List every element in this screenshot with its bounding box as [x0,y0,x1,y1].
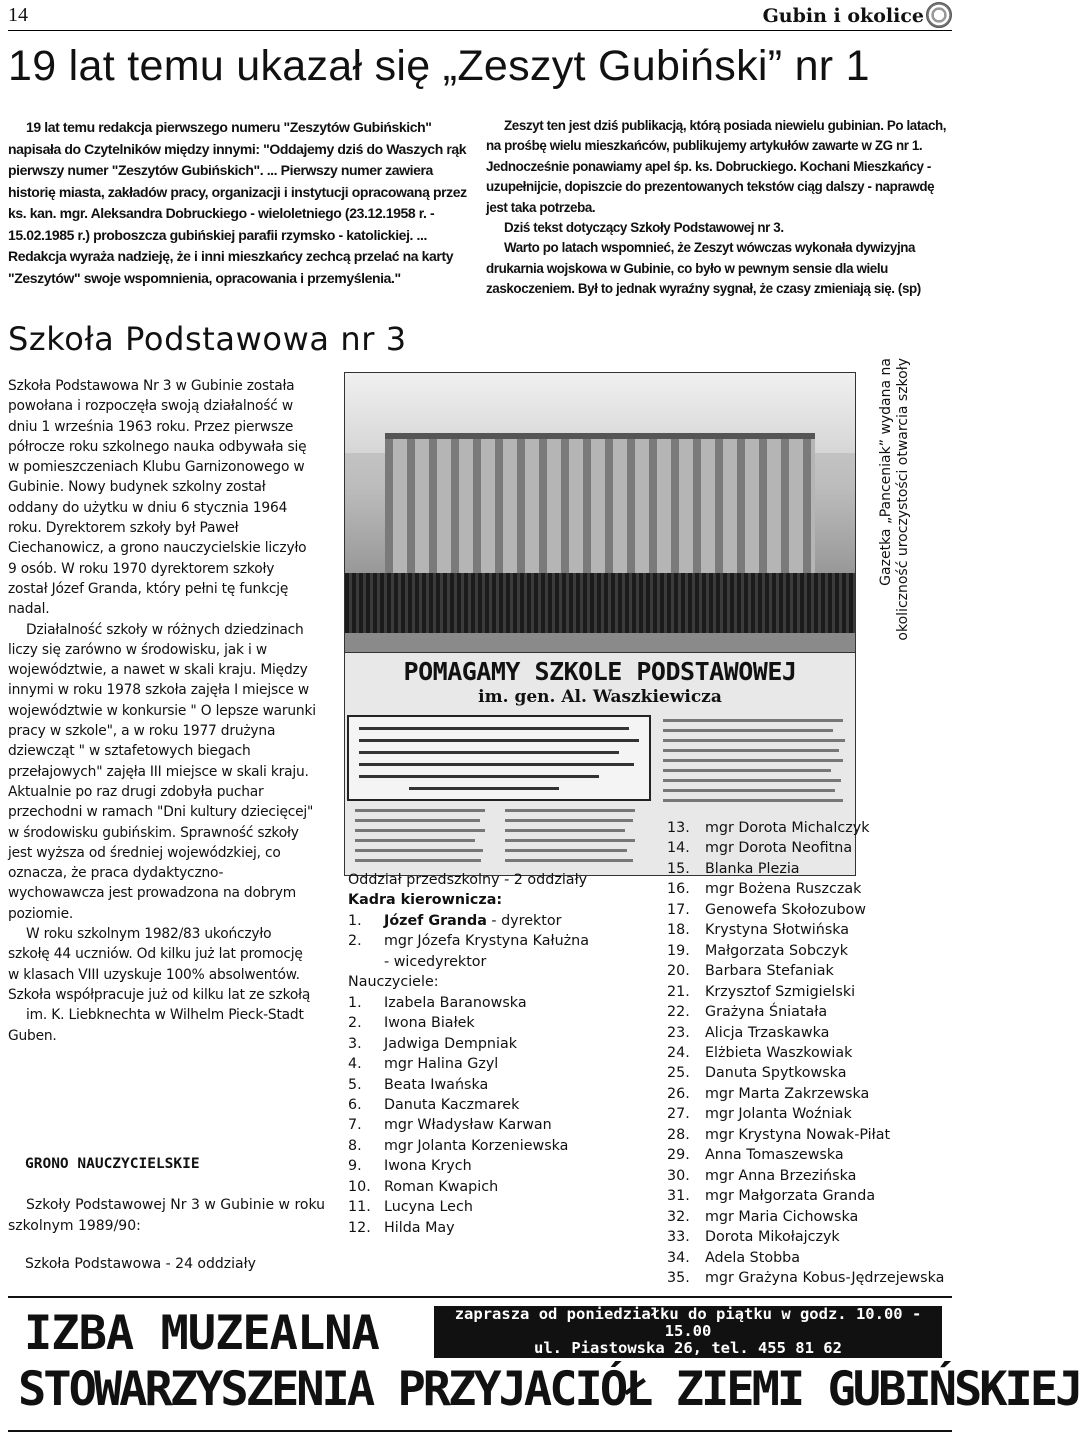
list-item [348,993,668,1013]
school-heading: Szkoła Podstawowa nr 3 [8,320,407,358]
list-item-name: Roman Kwapich [384,1178,499,1195]
list-item: 2. mgr Józefa Krystyna Kałużna [348,933,589,950]
preschool-line: Oddział przedszkolny - 2 oddziały [348,872,588,888]
school-opening-photo [344,372,856,654]
list-item [667,1023,962,1043]
list-item [667,961,962,981]
list-item-number: 33. [667,1229,690,1246]
list-item-name: Elżbieta Waszkowiak [705,1044,853,1061]
list-item [348,1095,668,1115]
list-item-name: Krystyna Słotwińska [705,922,850,939]
list-item [667,1186,962,1206]
list-item-number: 27. [667,1106,690,1123]
list-item-number: 13. [667,820,690,836]
list-item-name: mgr Jolanta Woźniak [705,1106,852,1123]
teachers-label: Nauczyciele: [348,974,439,991]
list-item-number: 31. [667,1188,690,1205]
list-item-name: mgr Halina Gzyl [384,1056,499,1073]
list-item-number: 5. [348,1076,362,1093]
list-item [667,838,962,858]
staff-heading: GRONO NAUCZYCIELSKIE [25,1156,200,1172]
list-item-name: mgr Marta Zakrzewska [705,1085,870,1102]
list-item-name: mgr Maria Cichowska [705,1208,859,1225]
list-item [667,1104,962,1124]
gubin-crest-icon [926,2,952,28]
list-item [348,1197,668,1217]
school-history [8,376,316,1046]
list-item-name: Beata Iwańska [384,1076,489,1093]
list-item-number: 4. [348,1056,362,1073]
list-item-number: 29. [667,1147,690,1164]
museum-hours-line: zaprasza od poniedziałku do piątku w godz. 10.00 - 15.00 [454,1305,922,1340]
list-item-number: 22. [667,1004,690,1021]
list-item-role: - wicedyrektor [384,953,487,970]
list-item [667,859,962,879]
staff-list-left [348,870,668,1238]
list-item-number: 15. [667,860,690,877]
list-item [667,982,962,1002]
list-item-number: 17. [667,901,690,918]
list-item [348,1013,668,1033]
list-item [667,1002,962,1022]
list-item-number: 32. [667,1208,690,1225]
list-item-number: 21. [667,983,690,1000]
list-item-number: 14. [667,840,690,857]
list-item [667,941,962,961]
page-number: 14 [8,4,28,26]
clipping-headline: POMAGAMY SZKOLE PODSTAWOWEJ [403,657,797,686]
list-item-name: Danuta Kaczmarek [384,1096,520,1113]
list-item-name: Izabela Baranowska [384,994,527,1011]
staff-subtitle: Szkoły Podstawowej Nr 3 w Gubinie w roku szkolnym 1989/90: [8,1197,326,1234]
history-paragraph: im. K. Liebknechta w Wilhelm Pieck-Stadt Guben. [8,1007,304,1044]
list-item-name: mgr Bożena Ruszczak [705,881,862,898]
museum-address-line: ul. Piastowska 26, tel. 455 81 62 [534,1339,842,1357]
list-item [348,1218,668,1238]
list-item-name: mgr Krystyna Nowak-Piłat [705,1126,891,1143]
list-item-name: Lucyna Lech [384,1199,473,1216]
section-label: Gubin i okolice [762,5,924,27]
museum-society: STOWARZYSZENIA PRZYJACIÓŁ ZIEMI GUBIŃSKIEJ [18,1362,1080,1417]
list-item [667,1145,962,1165]
list-item [667,818,962,838]
list-item-name: Jadwiga Dempniak [384,1035,517,1052]
list-item [667,1207,962,1227]
list-item-number: 10. [348,1178,371,1195]
history-paragraph: Działalność szkoły w różnych dziedzinach liczy się zarówno w środowisku, jak i w województwie, a nawet w skali kraju. Między innymi w roku 1978 szkoła zajęła I miejsce w województwie w konkursie " O lepsze warunki pracy w szkole", a w roku 1977 drużyna dziewcząt " w sztafetowych biegach przełajowych" zajęła III miejsce w skali kraju. Aktualnie po raz drugi zdobyła puchar przechodni w ramach "Dni kultury dziecięcej" w środowisku gubińskim. Sprawność szkoły jest wyższa od średniej wojewódzkiej, co oznacza, że praca dydaktyczno-wychowawcza jest prowadzona na dobrym poziomie. [8,621,316,922]
clipping-caption: Gazetka „Panceniak” wydana na okoliczność uroczystości otwarcia szkoły [878,358,911,641]
list-item-number: 1. [348,994,362,1011]
list-item-number: 28. [667,1126,690,1143]
editor-note-p2: Dziś tekst dotyczący Szkoły Podstawowej nr 3. [504,220,784,236]
list-item-number: 24. [667,1044,690,1061]
list-item-number: 26. [667,1085,690,1102]
list-item-name: Barbara Stefaniak [705,963,834,980]
list-item [667,1227,962,1247]
list-item-number: 18. [667,922,690,939]
list-item [348,1054,668,1074]
editor-note-p1: Zeszyt ten jest dziś publikacją, którą posiada niewielu gubinian. Po latach, na prośbę wielu mieszkańców, publikujemy artykułów zawarte w ZG nr 1. Jednocześnie ponawiamy apel śp. ks. Dobruckiego. Kochani Mieszkańcy - uzupełnijcie, dopiszcie do prezentowanych tekstów ciąg dalszy - naprawdę jest taka potrzeba. [486,118,947,215]
header-divider [8,30,952,31]
list-item-name: mgr Dorota Neofitna [705,840,853,857]
list-item-name: Adela Stobba [705,1249,801,1266]
list-item-number: 34. [667,1249,690,1266]
list-item-number: 19. [667,942,690,959]
list-item [667,1248,962,1268]
list-item-number: 16. [667,881,690,898]
list-item [667,1063,962,1083]
intro-quote: 19 lat temu redakcja pierwszego numeru "Zeszytów Gubińskich" napisała do Czytelników między innymi: "Oddajemy dziś do Waszych rąk pierwszy numer "Zeszytów Gubińskich". ... Pierwszy numer zawiera historię miasta, zakładów pracy, organizacji i instytucji opracowaną przez ks. kan. mgr. Aleksandra Dobruckiego - wieloletniego (23.12.1958 r. - 15.02.1985 r.) proboszcza gubińskiej parafii rzymsko - katolickiej. ... Redakcja wyraża nadzieję, że i inni mieszkańcy zechcą przelać na karty "Zeszytów" swoje wspomnienia, opracowania i przemyślenia." [8,119,467,286]
list-item-number: 20. [667,963,690,980]
history-paragraph: W roku szkolnym 1982/83 ukończyło szkołę 44 uczniów. Od kilku już lat promocję w klasach VIII uzyskuje 100% absolwentów. Szkoła współpracuje już od kilku lat ze szkołą [8,926,311,1003]
clipping-subhead: im. gen. Al. Waszkiewicza [478,687,722,707]
list-item-number: 3. [348,1035,362,1052]
list-item-number: 12. [348,1219,371,1236]
list-item-name: mgr Dorota Michalczyk [705,820,870,836]
list-item-number: 6. [348,1096,362,1113]
list-item [667,879,962,899]
school-divisions: Szkoła Podstawowa - 24 oddziały [25,1256,256,1272]
list-item-name: mgr Władysław Karwan [384,1117,552,1134]
clipping-boxed-text [347,715,651,801]
list-item-number: 35. [667,1269,690,1286]
list-item-name: Blanka Plezia [705,860,800,877]
list-item-name: Anna Tomaszewska [705,1147,844,1164]
list-item-name: Hilda May [384,1219,455,1236]
list-item-name: Genowefa Skołozubow [705,901,866,918]
list-item-number: 23. [667,1024,690,1041]
list-item [348,1115,668,1135]
list-item [667,1125,962,1145]
list-item-name: mgr Anna Brzezińska [705,1167,857,1184]
list-item [667,900,962,920]
list-item [667,920,962,940]
museum-hours [434,1306,942,1358]
editor-note-p3: Warto po latach wspomnieć, że Zeszyt wówczas wykonała dywizyjna drukarnia wojskowa w Gubinie, co było w pewnym sensie dla wielu zaskoczeniem. Był to jednak wyraźny sygnał, że czasy zmieniają się. (sp) [486,240,921,297]
list-item-name: Danuta Spytkowska [705,1065,847,1082]
list-item-name: Iwona Krych [384,1158,472,1175]
staff-list-right [667,818,962,1288]
list-item [348,1177,668,1197]
list-item [667,1268,962,1288]
list-item-name: mgr Grażyna Kobus-Jędrzejewska [705,1269,945,1286]
list-item-number: 11. [348,1199,371,1216]
list-item: 1. Józef Granda - dyrektor [348,912,562,929]
history-paragraph: Szkoła Podstawowa Nr 3 w Gubinie została powołana i rozpoczęła swoją działalność w dniu 1 września 1963 roku. Przez pierwsze półrocze roku szkolnego nauka odbywała się w pomieszczeniach Klubu Garnizonowego w Gubinie. Nowy budynek szkolny został oddany do użytku w dniu 6 stycznia 1964 roku. Dyrektorem szkoły był Paweł Ciechanowicz, a grono nauczycielskie liczyło 9 osób. W roku 1970 dyrektorem szkoły został Józef Granda, który pełni tę funkcję nadal. [8,378,307,618]
list-item [667,1166,962,1186]
page-title: 19 lat temu ukazał się „Zeszyt Gubiński” nr 1 [8,42,870,90]
list-item-name: mgr Jolanta Korzeniewska [384,1137,569,1154]
museum-advert [8,1296,1080,1432]
list-item-number: 2. [348,1015,362,1032]
list-item-number: 25. [667,1065,690,1082]
list-item-name: Krzysztof Szmigielski [705,983,856,1000]
list-item [667,1084,962,1104]
list-item-name: Dorota Mikołajczyk [705,1229,840,1246]
list-item-name: Grażyna Śniatała [705,1004,828,1021]
list-item-number: 7. [348,1117,362,1134]
list-item-name: Alicja Trzaskawka [705,1024,830,1041]
editor-note [486,116,956,300]
list-item-number: 30. [667,1167,690,1184]
list-item [667,1043,962,1063]
list-item [348,1136,668,1156]
list-item-name: mgr Małgorzata Granda [705,1188,876,1205]
museum-title: IZBA MUZEALNA [24,1306,379,1361]
list-item-number: 8. [348,1137,362,1154]
list-item [348,1034,668,1054]
list-item [348,1075,668,1095]
management-label: Kadra kierownicza: [348,892,503,909]
list-item-number: 9. [348,1158,362,1175]
list-item-name: Małgorzata Sobczyk [705,942,849,959]
list-item-name: Iwona Białek [384,1015,475,1032]
list-item [348,1156,668,1176]
